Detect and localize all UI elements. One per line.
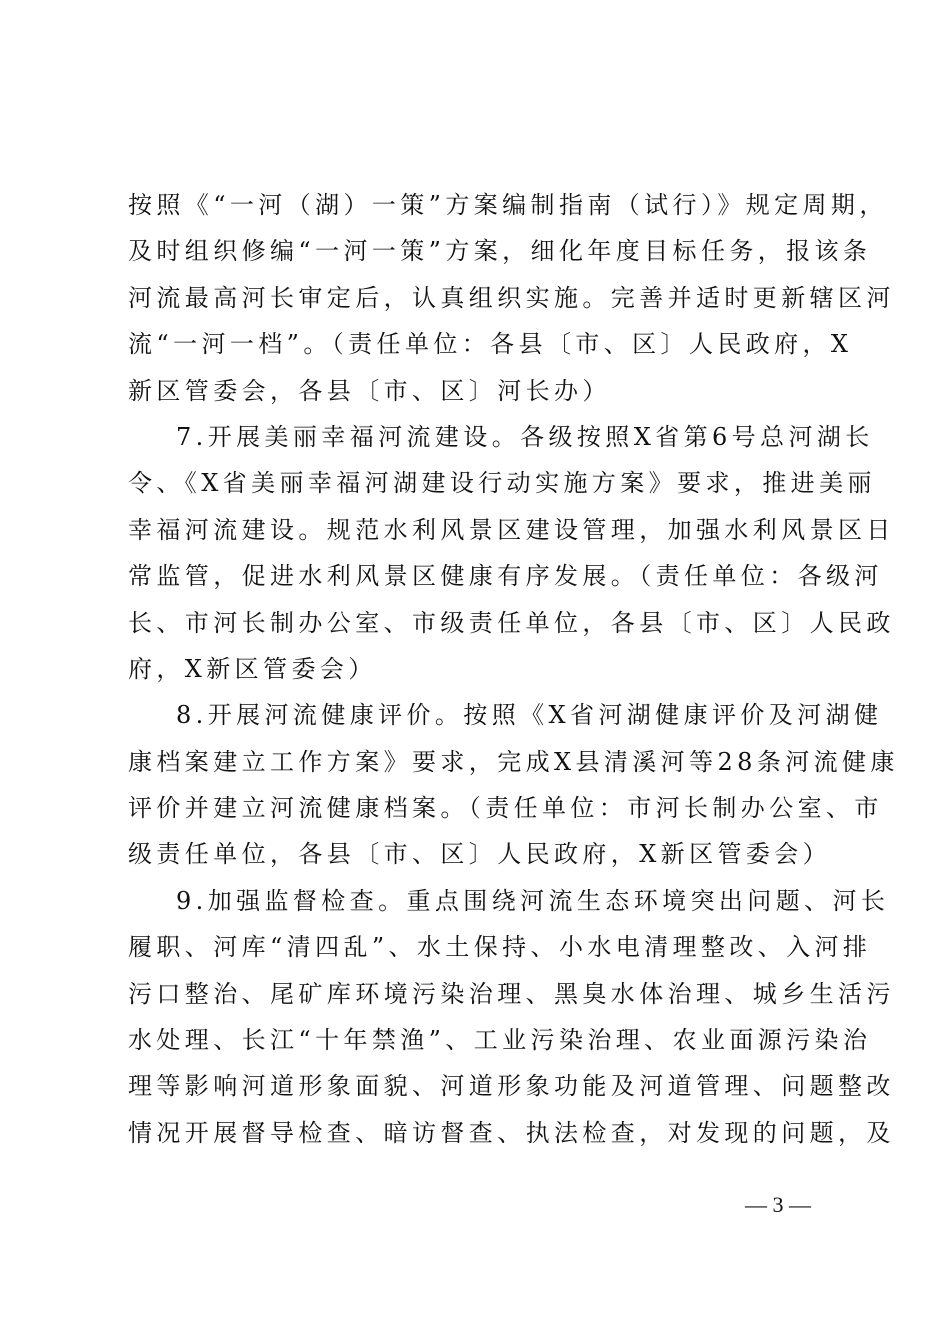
text-line: 新区管委会，各县〔市、区〕河长办） (128, 376, 611, 405)
text-line: 理等影响河道形象面貌、河道形象功能及河道管理、问题整改 (128, 1072, 895, 1101)
text-line: 康档案建立工作方案》要求，完成X县清溪河等28条河流健康 (128, 747, 899, 776)
text-line: 常监管，促进水利风景区健康有序发展。（责任单位：各级河 (128, 562, 883, 591)
text-line: 流“一河一档”。（责任单位：各县〔市、区〕人民政府，X (128, 330, 853, 359)
text-line: 府，X新区管委会） (128, 654, 377, 683)
text-line: 河流最高河长审定后，认真组织实施。完善并适时更新辖区河 (128, 283, 895, 312)
text-line: 情况开展督导检查、暗访督查、执法检查，对发现的问题，及 (128, 1118, 895, 1147)
paragraph-8 (128, 692, 899, 878)
text-line: 评价并建立河流健康档案。（责任单位：市河长制办公室、市 (128, 794, 883, 823)
paragraph-6-continued (128, 182, 895, 414)
text-line: 长、市河长制办公室、市级责任单位，各县〔市、区〕人民政 (128, 608, 895, 637)
body-text (128, 182, 899, 1156)
text-line: 及时组织修编“一河一策”方案，细化年度目标任务，报该条 (128, 237, 872, 266)
text-line: 水处理、长江“十年禁渔”、工业污染治理、农业面源污染治 (128, 1026, 872, 1055)
paragraph-7 (128, 414, 895, 692)
page-number: — 3 — (745, 1192, 811, 1217)
text-line: 8.开展河流健康评价。按照《X省河湖健康评价及河湖健 (176, 701, 883, 730)
text-line: 7.开展美丽幸福河流建设。各级按照X省第6号总河湖长 (176, 422, 874, 451)
text-line: 9.加强监督检查。重点围绕河流生态环境突出问题、河长 (176, 886, 890, 915)
text-line: 幸福河流建设。规范水利风景区建设管理，加强水利风景区日 (128, 515, 895, 544)
text-line: 履职、河库“清四乱”、水土保持、小水电清理整改、入河排 (128, 933, 872, 962)
text-line: 按照《“一河（湖）一策”方案编制指南（试行）》规定周期， (128, 191, 888, 219)
paragraph-9 (128, 878, 895, 1156)
text-line: 污口整治、尾矿库环境污染治理、黑臭水体治理、城乡生活污 (128, 979, 895, 1008)
text-line: 令、《X省美丽幸福河湖建设行动实施方案》要求，推进美丽 (128, 469, 876, 498)
text-line: 级责任单位，各县〔市、区〕人民政府，X新区管委会） (128, 840, 832, 869)
